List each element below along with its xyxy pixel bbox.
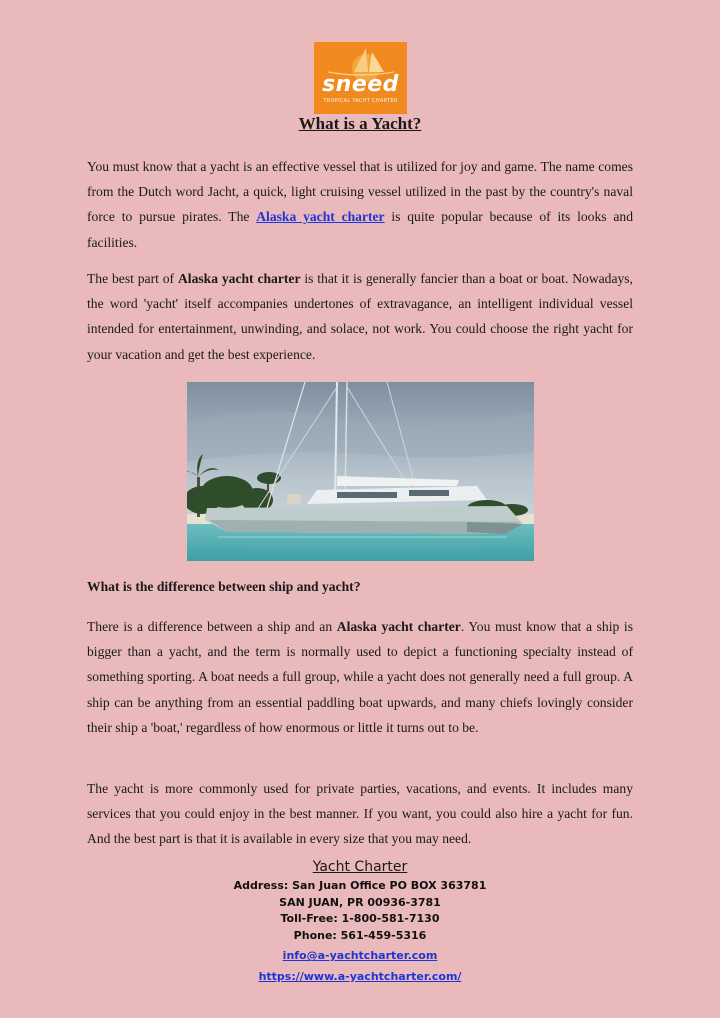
footer-city: SAN JUAN, PR 00936-3781: [279, 895, 441, 909]
difference-text-start: There is a difference between a ship and an: [87, 619, 337, 634]
closing-paragraph: The yacht is more commonly used for private parties, vacations, and events. It includes many services that you could enjoy in the best manner. If you want, you could also hire a yacht for fun. And the best part is that it is available in every size that you may need.: [87, 781, 633, 847]
difference-subheading: What is the difference between ship and yacht?: [87, 579, 361, 594]
logo-brand-text: sneed: [322, 72, 399, 97]
intro-text-end: is quite popular because of its looks and facilities.: [87, 209, 633, 250]
intro-paragraph: [87, 154, 633, 255]
footer-phone: Phone: 561-459-5316: [293, 928, 427, 942]
footer-email-link[interactable]: info@a-yachtcharter.com: [282, 949, 438, 963]
yacht-photo: [187, 382, 534, 561]
footer-tollfree: Toll-Free: 1-800-581-7130: [280, 912, 440, 926]
intro-text-start: You must know that a yacht is an effective vessel that is utilized for joy and game. The name comes from the Dutch word Jacht, a quick, light cruising vessel utilized in the past by the country's naval force to pursue pirates. The: [87, 159, 633, 225]
best-part-text-start: The best part of: [87, 271, 178, 286]
best-part-text-end: is that it is generally fancier than a boat or boat. Nowadays, the word 'yacht' itself accompanies undertones of extravagance, an intelligent individual vessel intended for entertainment, unwinding, and solace, not work. You could choose the right yacht for your vacation and get the best experience.: [87, 271, 633, 362]
contact-footer: [0, 857, 720, 986]
alaska-yacht-charter-link[interactable]: Alaska yacht charter: [256, 209, 385, 225]
logo-tagline: TROPICAL YACHT CHARTER: [323, 98, 398, 104]
footer-address: Address: San Juan Office PO BOX 363781: [233, 879, 487, 892]
best-part-keyword: Alaska yacht charter: [177, 271, 301, 286]
difference-keyword: Alaska yacht charter: [336, 619, 461, 634]
page-title: What is a Yacht?: [298, 114, 422, 133]
best-part-paragraph: [87, 266, 633, 367]
footer-website-link[interactable]: https://www.a-yachtcharter.com/: [258, 969, 462, 983]
footer-title: Yacht Charter: [312, 859, 408, 875]
difference-text-end: . You must know that a ship is bigger than a yacht, and the term is normally used to depict a functioning specialty instead of something sporting. A boat needs a full group, while a yacht does not generally need a full group. A ship can be anything from an essential paddling boat upwards, and many chiefs lovingly consider their ship a 'boat,' regardless of how enormous or little it turns out to be.: [87, 619, 633, 735]
sneed-logo: [314, 42, 407, 114]
difference-paragraph: [87, 614, 633, 740]
